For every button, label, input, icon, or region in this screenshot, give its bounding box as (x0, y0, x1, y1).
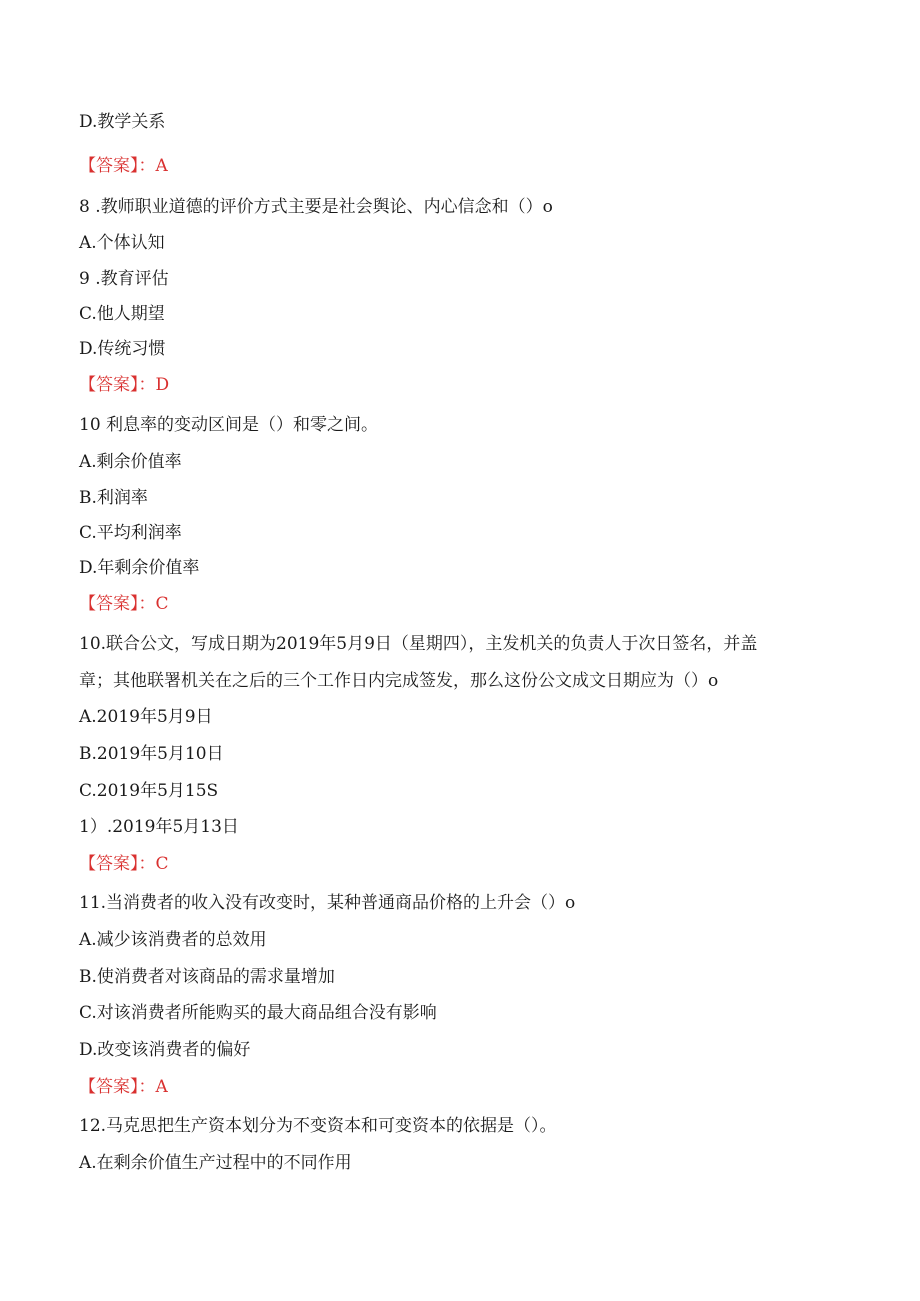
option-a: A.个体认知 (79, 233, 165, 253)
option-c: C.对该消费者所能购买的最大商品组合没有影响 (79, 1003, 437, 1023)
option-c: C.他人期望 (79, 304, 165, 324)
option-d: D.年剩余价值率 (79, 558, 200, 578)
option-a: A.在剩余价值生产过程中的不同作用 (79, 1153, 352, 1173)
option-b: B.利润率 (79, 488, 148, 508)
option-d-teaching-relation: D.教学关系 (79, 112, 166, 132)
answer-line: 【答案】：A (79, 1077, 168, 1097)
option-b: 9 .教育评估 (79, 269, 169, 289)
option-a: A.2019年5月9日 (79, 707, 213, 727)
question-10-document-line-1: 10.联合公文，写成日期为2019年5月9日（星期四），主发机关的负责人于次日签名，并盖 (79, 634, 758, 654)
question-8: 8 .教师职业道德的评价方式主要是社会舆论、内心信念和（）o (79, 197, 553, 217)
option-a: A.剩余价值率 (79, 452, 182, 472)
question-12: 12.马克思把生产资本划分为不变资本和可变资本的依据是（）。 (79, 1116, 557, 1136)
option-d: D.传统习惯 (79, 339, 166, 359)
question-10-interest: 10 利息率的变动区间是（）和零之间。 (79, 415, 379, 435)
question-11: 11.当消费者的收入没有改变时，某种普通商品价格的上升会（）o (79, 893, 576, 913)
option-b: B.使消费者对该商品的需求量增加 (79, 967, 335, 987)
question-10-document-line-2: 章；其他联署机关在之后的三个工作日内完成签发，那么这份公文成文日期应为（）o (79, 671, 719, 691)
option-d: 1）.2019年5月13日 (79, 817, 239, 837)
answer-line: 【答案】：C (79, 854, 169, 874)
option-d: D.改变该消费者的偏好 (79, 1040, 251, 1060)
option-c: C.平均利润率 (79, 523, 182, 543)
option-a: A.减少该消费者的总效用 (79, 930, 267, 950)
answer-line: 【答案】：D (79, 375, 170, 395)
answer-line: 【答案】：A (79, 156, 168, 176)
option-c: C.2019年5月15S (79, 781, 219, 801)
option-b: B.2019年5月10日 (79, 744, 224, 764)
answer-line: 【答案】：C (79, 594, 169, 614)
